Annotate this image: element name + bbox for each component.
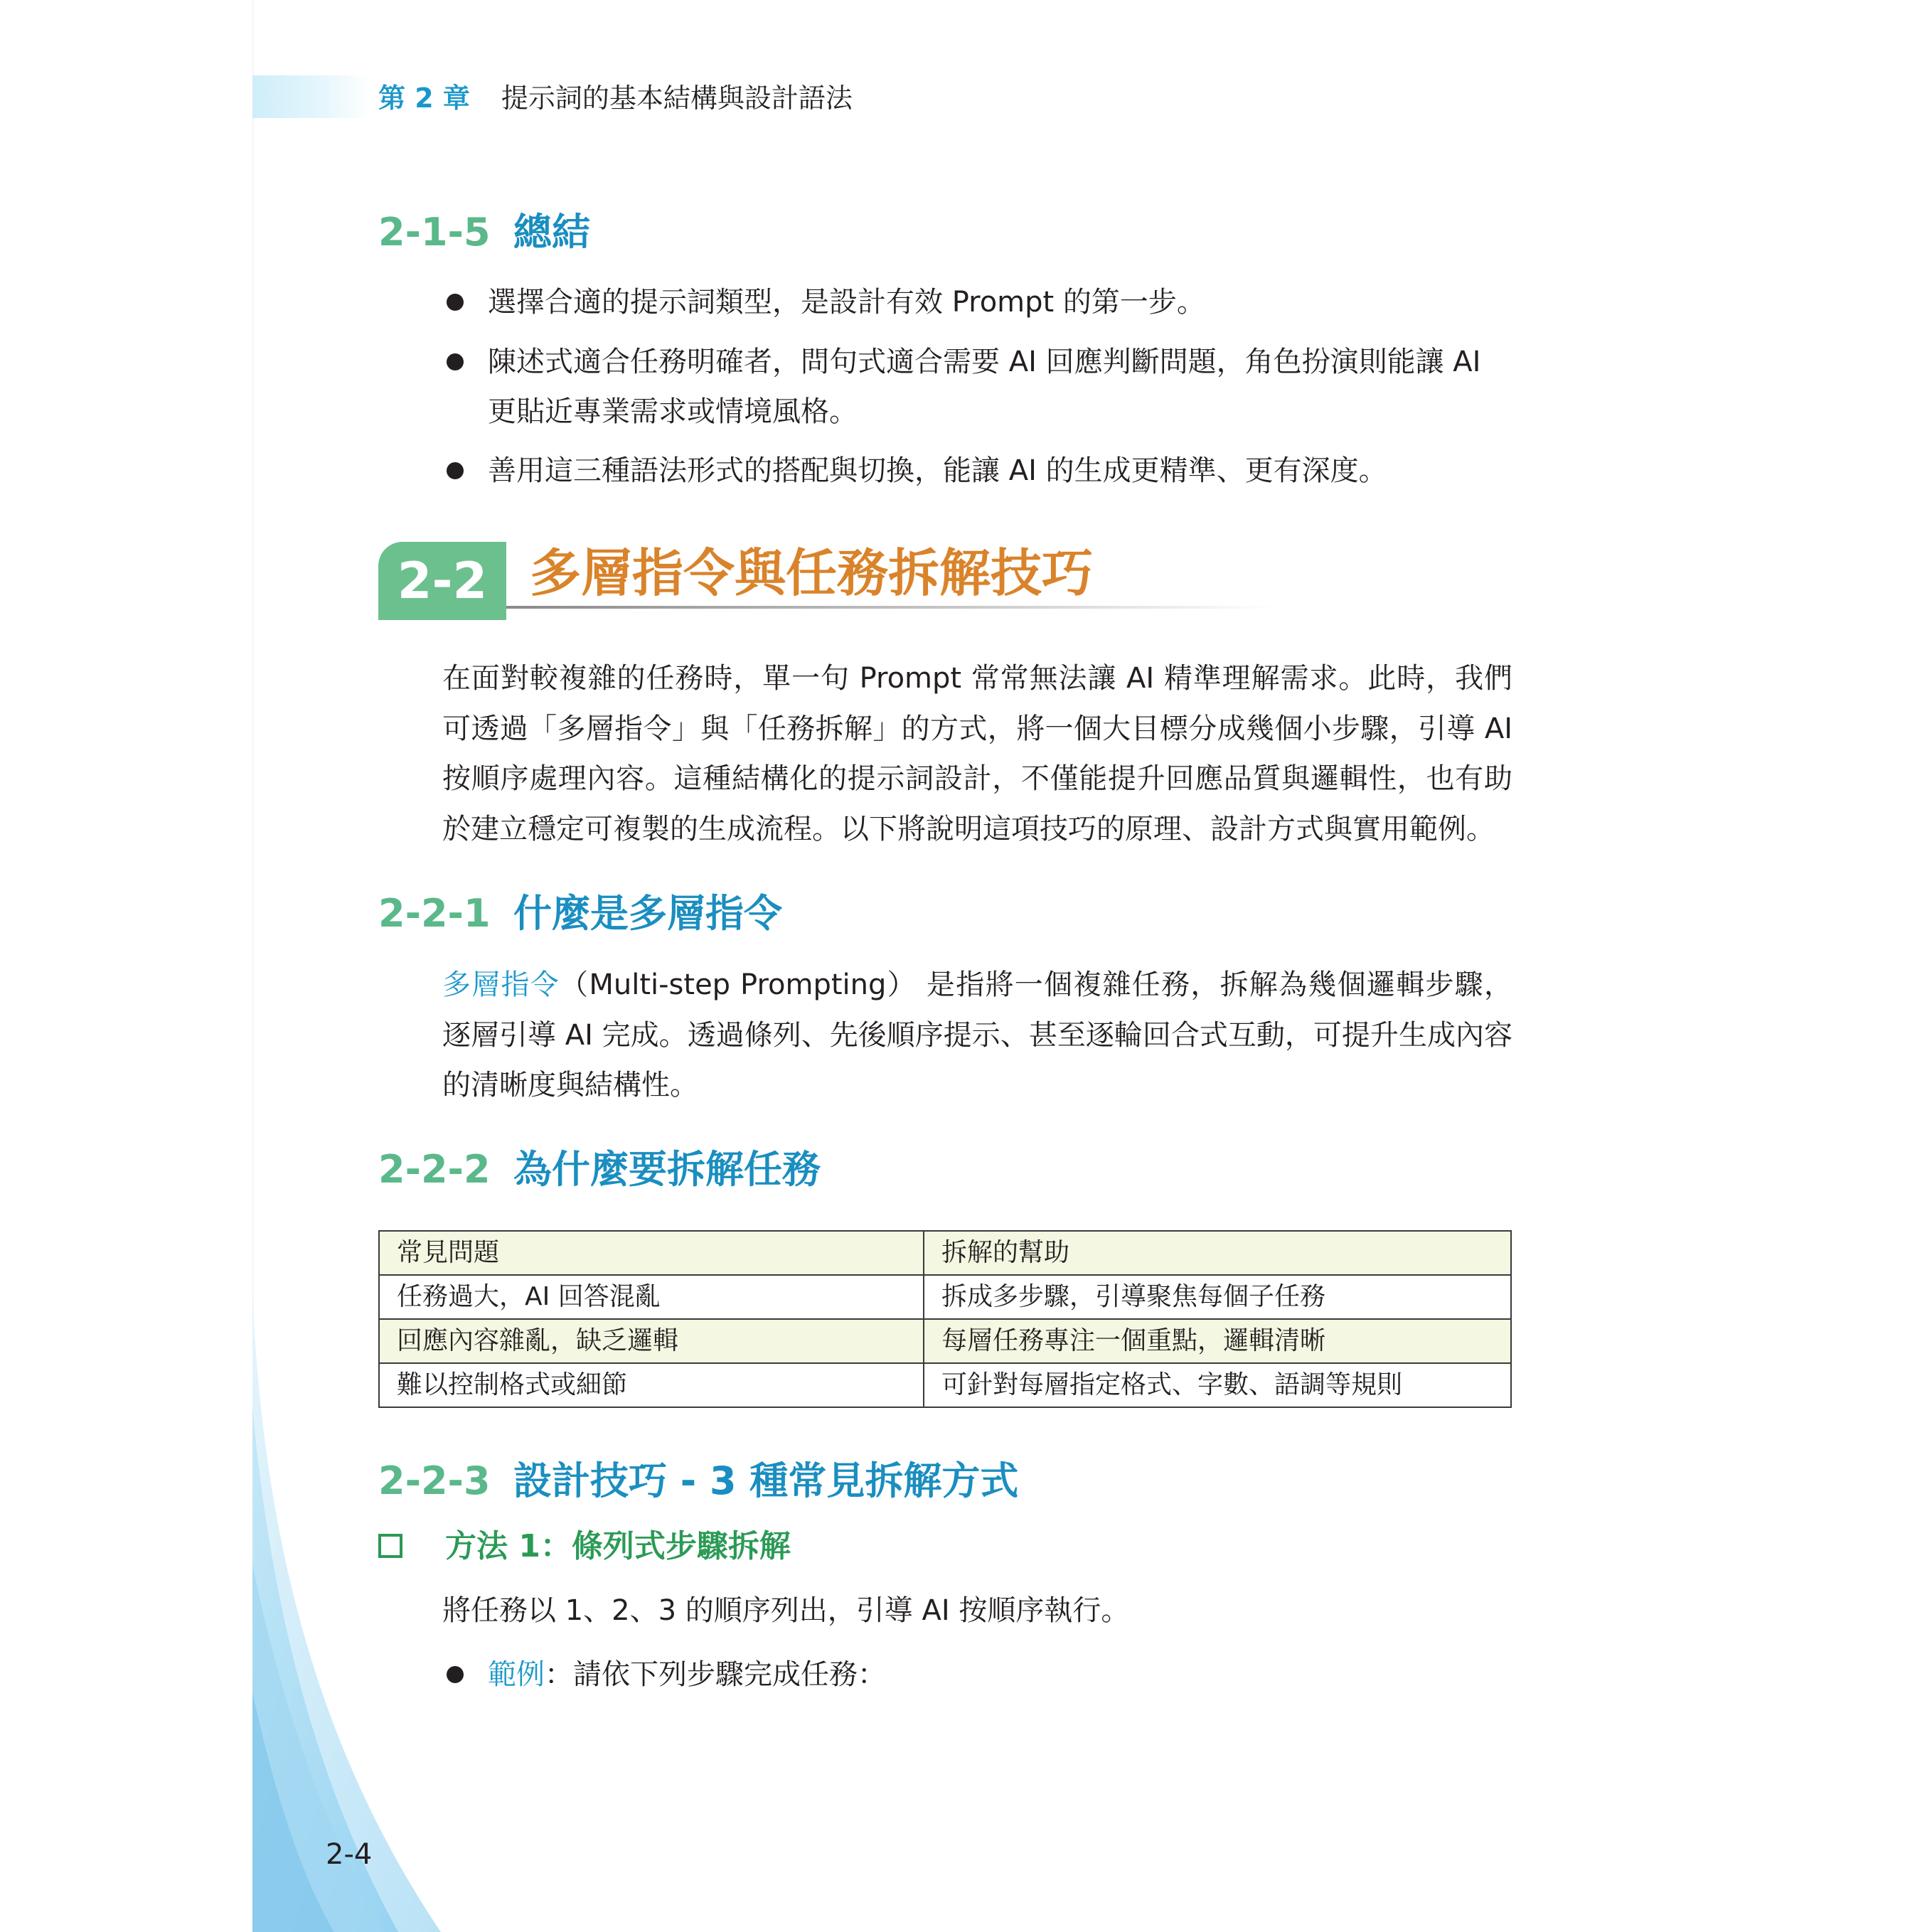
summary-bullet bbox=[448, 446, 1512, 496]
page-number: 2-4 bbox=[326, 1838, 373, 1871]
table-cell: 拆成多步驟，引導聚焦每個子任務 bbox=[924, 1275, 1511, 1319]
table-row bbox=[379, 1275, 1511, 1319]
section-intro bbox=[378, 653, 1512, 854]
heading-number: 2-2-3 bbox=[378, 1458, 491, 1503]
running-header bbox=[378, 77, 853, 119]
header-band bbox=[252, 75, 370, 118]
chapter-number: 第 2 章 bbox=[378, 82, 470, 114]
method-title: 方法 1：條列式步驟拆解 bbox=[445, 1528, 791, 1564]
intro-paragraph: 在面對較複雜的任務時，單一句 Prompt 常常無法讓 AI 精準理解需求。此時，我們可透過「多層指令」與「任務拆解」的方式，將一個大目標分成幾個小步驟，引導 AI 按順序處理內容。這種結構化的提示詞設計，不僅能提升回應品質與邏輯性，也有助於建立穩定可複製的生成流程。以下將說明這項技巧的原理、設計方式與實用範例。 bbox=[442, 662, 1512, 845]
table-cell: 每層任務專注一個重點，邏輯清晰 bbox=[924, 1319, 1511, 1363]
bullet-text: 選擇合適的提示詞類型，是設計有效 Prompt 的第一步。 bbox=[488, 286, 1205, 319]
bullet-icon bbox=[447, 462, 464, 479]
summary-bullet bbox=[448, 337, 1512, 437]
heading-2-2-3 bbox=[378, 1453, 1018, 1510]
heading-2-1-5 bbox=[378, 204, 590, 261]
table-cell: 任務過大，AI 回答混亂 bbox=[379, 1275, 924, 1319]
example-label: 範例 bbox=[488, 1658, 545, 1691]
heading-number: 2-2-1 bbox=[378, 891, 491, 936]
heading-number: 2-2-2 bbox=[378, 1147, 491, 1192]
bullet-text: 善用這三種語法形式的搭配與切換，能讓 AI 的生成更精準、更有深度。 bbox=[488, 454, 1387, 487]
method-description bbox=[442, 1586, 1509, 1636]
chapter-title: 提示詞的基本結構與設計語法 bbox=[501, 82, 853, 114]
heading-2-2-2 bbox=[378, 1141, 821, 1198]
table-cell: 難以控制格式或細節 bbox=[379, 1363, 924, 1407]
bullet-icon bbox=[447, 1666, 464, 1683]
heading-2-2-1 bbox=[378, 885, 782, 942]
definition-paragraph bbox=[378, 960, 1512, 1111]
example-text: ：請依下列步驟完成任務： bbox=[545, 1658, 886, 1691]
section-number-tab: 2-2 bbox=[378, 542, 506, 620]
heading-number: 2-1-5 bbox=[378, 210, 491, 255]
bullet-text: 陳述式適合任務明確者，問句式適合需要 AI 回應判斷問題，角色扮演則能讓 AI 更貼近專業需求或情境風格。 bbox=[488, 346, 1481, 428]
table-row bbox=[379, 1319, 1511, 1363]
table-cell: 回應內容雜亂，缺乏邏輯 bbox=[379, 1319, 924, 1363]
heading-title: 什麼是多層指令 bbox=[513, 891, 782, 936]
table-row bbox=[379, 1363, 1511, 1407]
summary-bullet bbox=[448, 277, 1512, 327]
table-header-cell: 常見問題 bbox=[379, 1231, 924, 1275]
definition-text: （Multi-step Prompting） 是指將一個複雜任務，拆解為幾個邏輯步驟，逐層引導 AI 完成。透過條列、先後順序提示、甚至逐輪回合式互動，可提升生成內容的清晰度與結構性。 bbox=[442, 968, 1513, 1101]
table-cell: 可針對每層指定格式、字數、語調等規則 bbox=[924, 1363, 1511, 1407]
checkbox-square-icon bbox=[378, 1534, 402, 1558]
heading-title: 設計技巧 - 3 種常見拆解方式 bbox=[513, 1458, 1019, 1503]
highlighted-term: 多層指令 bbox=[442, 968, 560, 1001]
section-divider bbox=[506, 606, 1274, 609]
bullet-icon bbox=[447, 353, 464, 370]
bullet-icon bbox=[447, 294, 464, 311]
heading-title: 為什麼要拆解任務 bbox=[513, 1147, 821, 1192]
table-header-cell: 拆解的幫助 bbox=[924, 1231, 1511, 1275]
section-title: 多層指令與任務拆解技巧 bbox=[530, 543, 1094, 603]
problems-table bbox=[378, 1230, 1512, 1408]
table-header-row bbox=[379, 1231, 1511, 1275]
method-text: 將任務以 1、2、3 的順序列出，引導 AI 按順序執行。 bbox=[442, 1594, 1130, 1627]
heading-title: 總結 bbox=[513, 210, 590, 255]
method-heading bbox=[378, 1522, 791, 1571]
example-bullet bbox=[448, 1650, 1512, 1699]
